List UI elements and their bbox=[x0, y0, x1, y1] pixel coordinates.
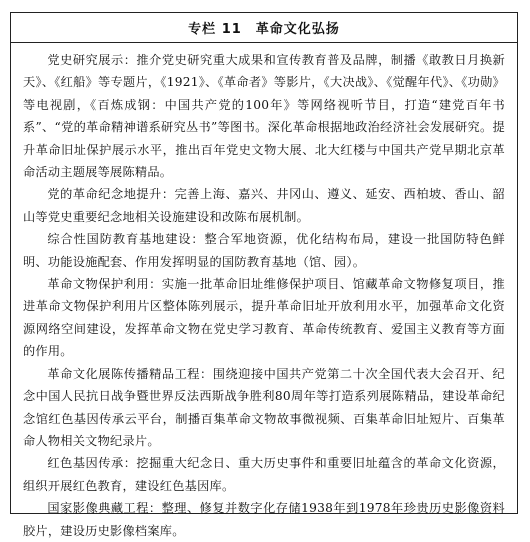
column-box bbox=[10, 12, 518, 538]
paragraph-national-image-archive: 国家影像典藏工程：整理、修复并数字化存储1938年到1978年珍贵历史影像资料胶片，建设历史影像档案库。 bbox=[23, 501, 505, 538]
box-title: 革命文化弘扬 bbox=[255, 22, 340, 37]
box-body bbox=[11, 43, 517, 542]
box-header bbox=[11, 13, 517, 43]
paragraph-red-gene: 红色基因传承：挖掘重大纪念日、重大历史事件和重要旧址蕴含的革命文化资源，组织开展红色教育，建设红色基因库。 bbox=[23, 456, 505, 493]
box-label: 专栏 11 bbox=[188, 22, 242, 37]
paragraph-defense-education-base: 综合性国防教育基地建设：整合军地资源，优化结构布局，建设一批国防特色鲜明、功能设施配套、作用发挥明显的国防教育基地（馆、园）。 bbox=[23, 232, 505, 269]
paragraph-exhibition-works: 革命文化展陈传播精品工程：围绕迎接中国共产党第二十次全国代表大会召开、纪念中国人民抗日战争暨世界反法西斯战争胜利80周年等打造系列展陈精品，建设革命纪念馆红色基因传承云平台，制播百集革命文物故事微视频、百集革命旧址短片、百集革命人物相关文物纪录片。 bbox=[23, 366, 505, 448]
paragraph-relic-protection: 革命文物保护利用：实施一批革命旧址维修保护项目、馆藏革命文物修复项目，推进革命文物保护利用片区整体陈列展示，提升革命旧址开放利用水平，加强革命文化资源网络空间建设，发挥革命文物在党史学习教育、革命传统教育、爱国主义教育等方面的作用。 bbox=[23, 277, 505, 359]
paragraph-party-history-research: 党史研究展示：推介党史研究重大成果和宣传教育普及品牌，制播《敢教日月换新天》、《红船》等专题片，《1921》、《革命者》等影片，《大决战》、《觉醒年代》、《功勋》等电视剧，《百炼成钢：中国共产党的100年》等网络视听节目，打造“建党百年书系”、“党的革命精神谱系研究丛书”等图书。深化革命根据地政治经济社会发展研究。提升革命旧址保护展示水平，推出百年党史文物大展、北大红楼与中国共产党早期北京革命活动主题展等展陈精品。 bbox=[23, 53, 505, 180]
paragraph-memorial-sites: 党的革命纪念地提升：完善上海、嘉兴、井冈山、遵义、延安、西柏坡、香山、韶山等党史重要纪念地相关设施建设和改陈布展机制。 bbox=[23, 187, 505, 224]
